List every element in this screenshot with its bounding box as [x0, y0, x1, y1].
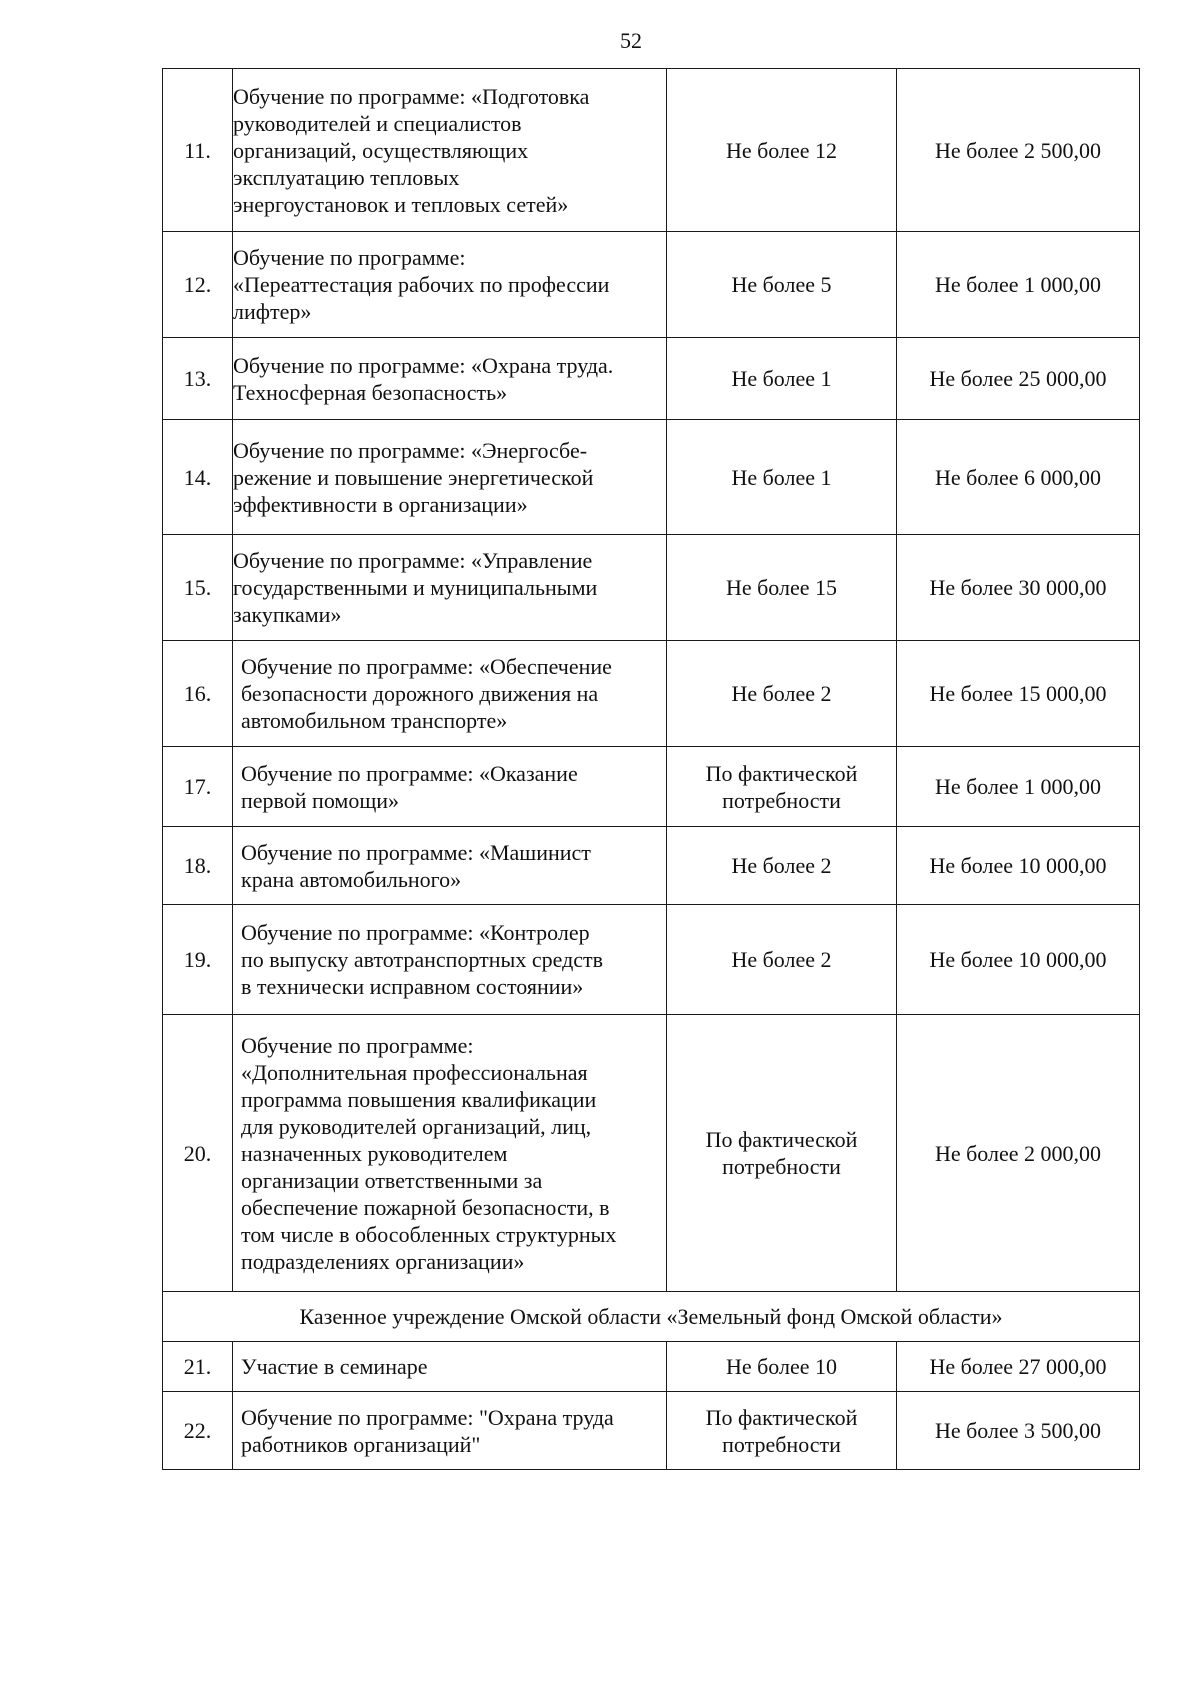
table-row: [163, 535, 1140, 641]
table-row: [163, 905, 1140, 1015]
row-quantity: Не более 2: [667, 641, 897, 747]
row-service-name: Обучение по программе: «Контролер по выпуску автотранспортных средств в технически исправном состоянии»: [233, 905, 667, 1015]
row-number: 14.: [163, 420, 233, 535]
section-title: Казенное учреждение Омской области «Земельный фонд Омской области»: [163, 1292, 1140, 1342]
row-service-name: Обучение по программе: «Переаттестация рабочих по профессии лифтер»: [233, 232, 667, 338]
row-quantity: Не более 10: [667, 1342, 897, 1392]
row-quantity: Не более 15: [667, 535, 897, 641]
table-row: [163, 69, 1140, 232]
row-price: Не более 30 000,00: [897, 535, 1140, 641]
row-quantity: По фактической потребности: [667, 1015, 897, 1292]
row-price: Не более 10 000,00: [897, 827, 1140, 905]
row-price: Не более 2 000,00: [897, 1015, 1140, 1292]
row-price: Не более 3 500,00: [897, 1392, 1140, 1470]
row-number: 22.: [163, 1392, 233, 1470]
row-service-name: Обучение по программе: «Энергосбе- режение и повышение энергетической эффективности в организации»: [233, 420, 667, 535]
table-row: [163, 1342, 1140, 1392]
table-row: [163, 232, 1140, 338]
row-quantity: Не более 2: [667, 827, 897, 905]
row-number: 17.: [163, 747, 233, 827]
row-number: 19.: [163, 905, 233, 1015]
row-number: 12.: [163, 232, 233, 338]
row-price: Не более 1 000,00: [897, 232, 1140, 338]
table-row: [163, 747, 1140, 827]
table-row: [163, 641, 1140, 747]
table-row: [163, 420, 1140, 535]
section-row: [163, 1292, 1140, 1342]
row-number: 21.: [163, 1342, 233, 1392]
table-row: [163, 1015, 1140, 1292]
row-quantity: По фактической потребности: [667, 747, 897, 827]
row-quantity: Не более 2: [667, 905, 897, 1015]
row-number: 20.: [163, 1015, 233, 1292]
row-service-name: Обучение по программе: «Дополнительная профессиональная программа повышения квалификации для руководителей организаций, лиц, назначенных руководителем организации ответственными за обеспечение пожарной безопасности, в том числе в обособленных структурных подразделениях организации»: [233, 1015, 667, 1292]
row-service-name: Обучение по программе: «Обеспечение безопасности дорожного движения на автомобильном транспорте»: [233, 641, 667, 747]
row-number: 13.: [163, 338, 233, 420]
row-price: Не более 27 000,00: [897, 1342, 1140, 1392]
table-row: [163, 338, 1140, 420]
table-row: [163, 1392, 1140, 1470]
row-service-name: Обучение по программе: «Подготовка руководителей и специалистов организаций, осуществляющих эксплуатацию тепловых энергоустановок и тепловых сетей»: [233, 69, 667, 232]
row-price: Не более 2 500,00: [897, 69, 1140, 232]
row-price: Не более 1 000,00: [897, 747, 1140, 827]
row-number: 16.: [163, 641, 233, 747]
row-price: Не более 6 000,00: [897, 420, 1140, 535]
row-price: Не более 10 000,00: [897, 905, 1140, 1015]
row-service-name: Участие в семинаре: [233, 1342, 667, 1392]
row-service-name: Обучение по программе: «Управление государственными и муниципальными закупками»: [233, 535, 667, 641]
row-service-name: Обучение по программе: «Охрана труда. Техносферная безопасность»: [233, 338, 667, 420]
row-quantity: Не более 12: [667, 69, 897, 232]
row-number: 11.: [163, 69, 233, 232]
row-service-name: Обучение по программе: «Машинист крана автомобильного»: [233, 827, 667, 905]
row-quantity: Не более 1: [667, 420, 897, 535]
row-service-name: Обучение по программе: «Оказание первой помощи»: [233, 747, 667, 827]
row-number: 15.: [163, 535, 233, 641]
row-price: Не более 25 000,00: [897, 338, 1140, 420]
page-number: 52: [620, 28, 642, 53]
row-service-name: Обучение по программе: "Охрана труда работников организаций": [233, 1392, 667, 1470]
row-quantity: Не более 5: [667, 232, 897, 338]
services-table: [162, 68, 1140, 1470]
table-row: [163, 827, 1140, 905]
row-quantity: Не более 1: [667, 338, 897, 420]
row-number: 18.: [163, 827, 233, 905]
row-price: Не более 15 000,00: [897, 641, 1140, 747]
row-quantity: По фактической потребности: [667, 1392, 897, 1470]
